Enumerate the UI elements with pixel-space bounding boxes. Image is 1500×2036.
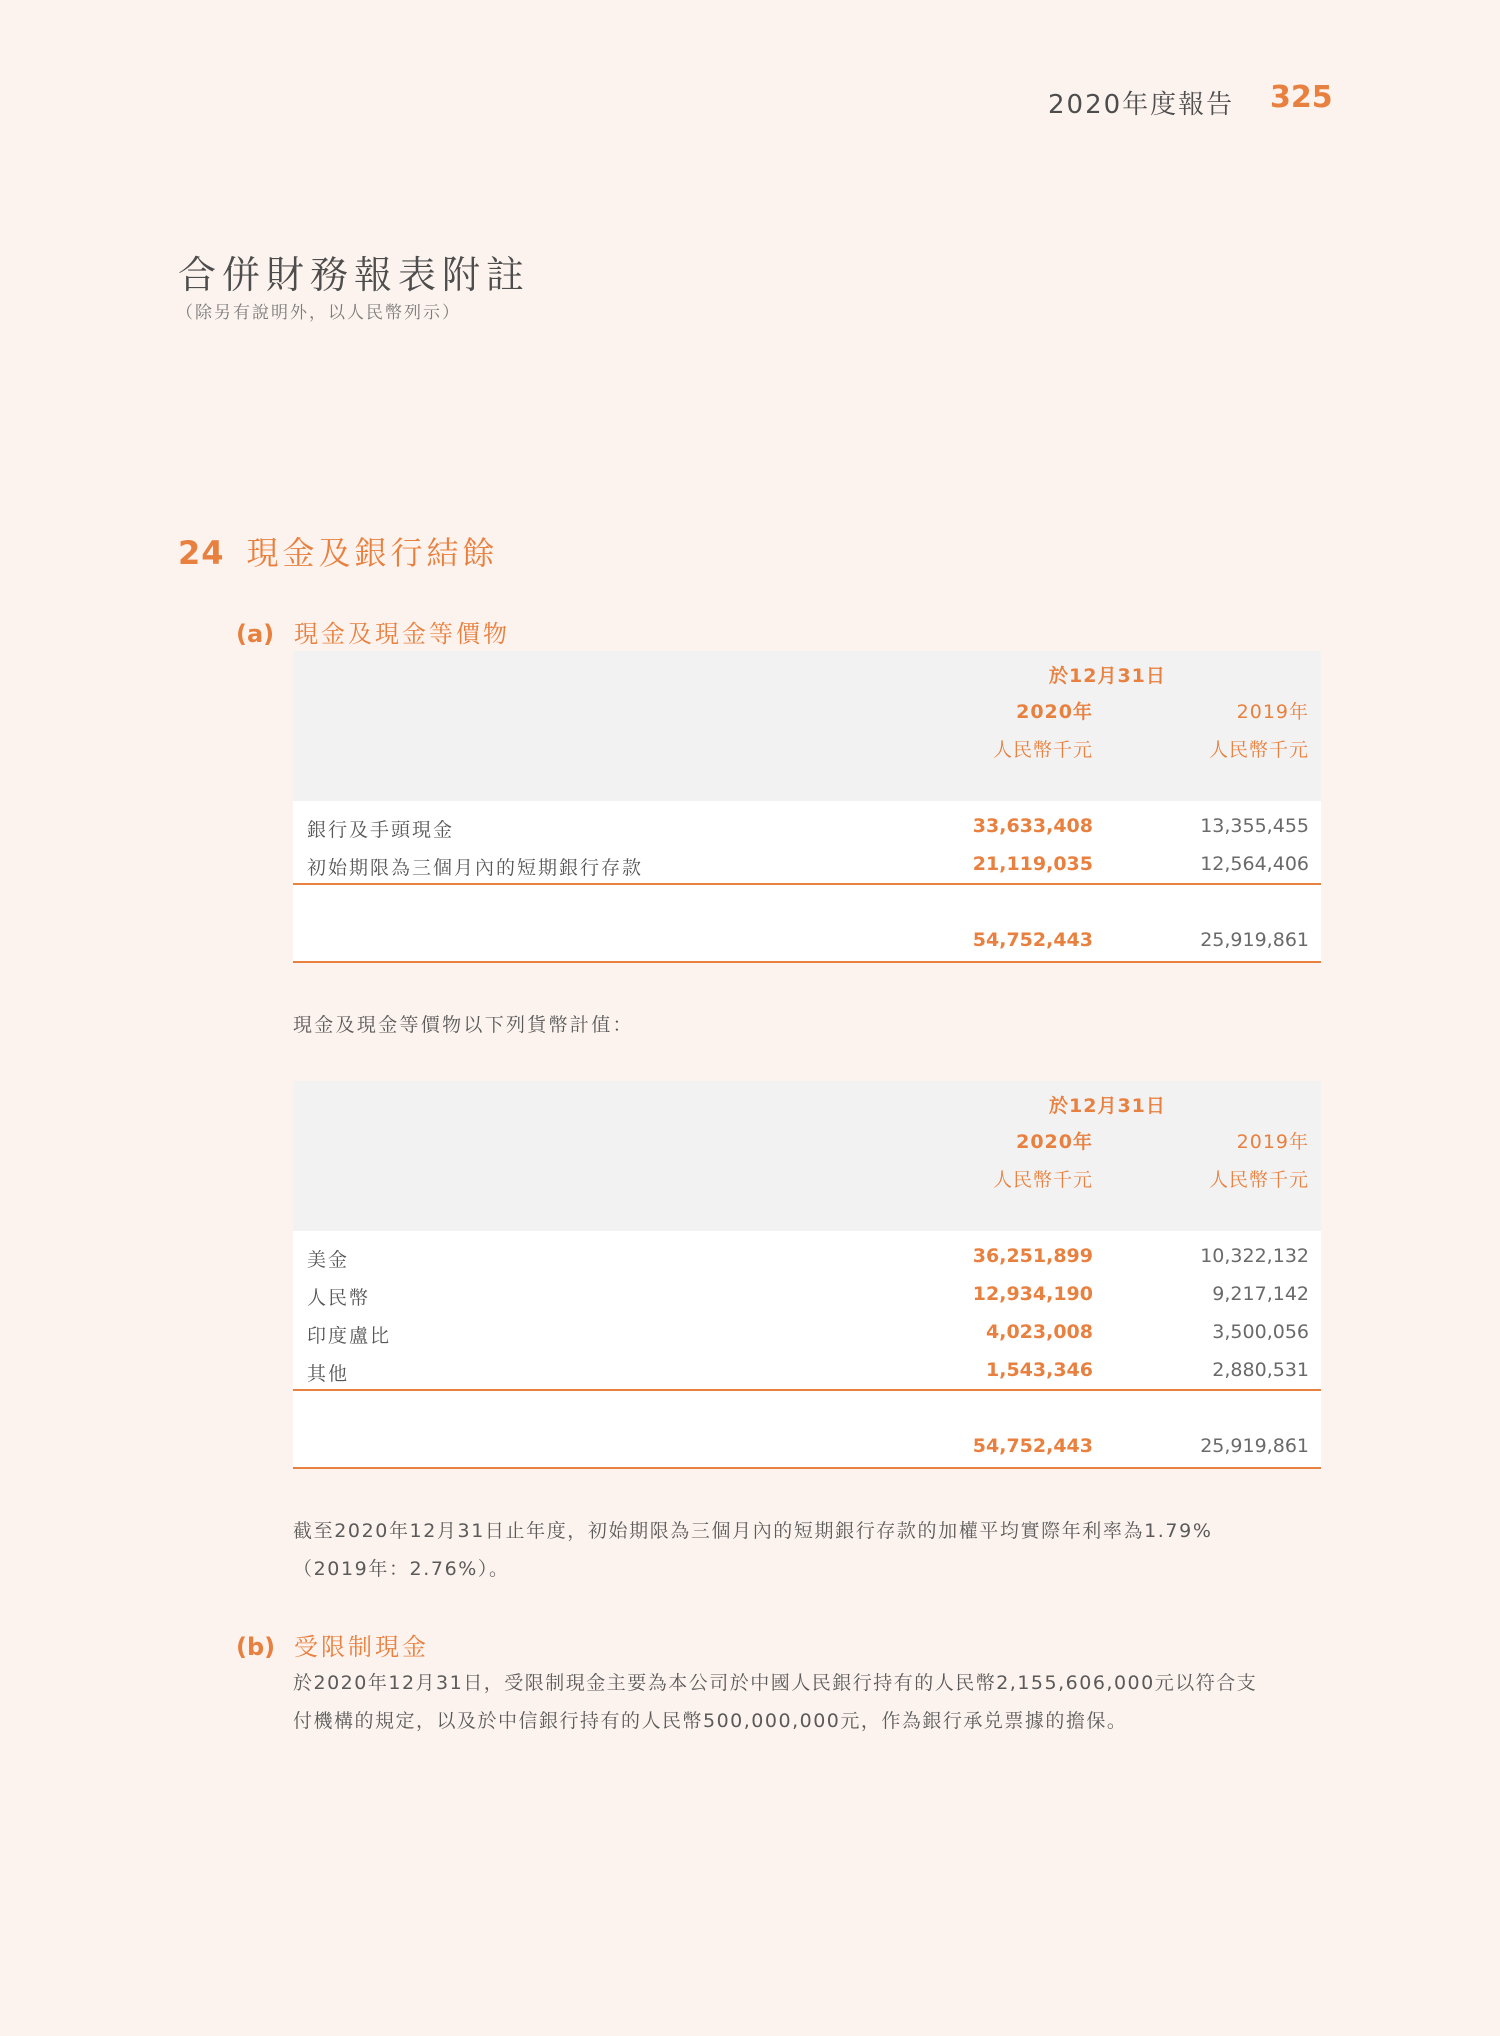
row-value-2020: 1,543,346: [986, 1359, 1093, 1381]
note-line: 付機構的規定，以及於中信銀行持有的人民幣500,000,000元，作為銀行承兑票據的擔保。: [293, 1710, 1128, 1732]
total-value-2019: 25,919,861: [1200, 1435, 1309, 1457]
table-row: [293, 1275, 1321, 1313]
document-subtitle: （除另有說明外，以人民幣列示）: [176, 303, 461, 323]
cash-equivalents-table: [293, 651, 1321, 963]
row-label: 人民幣: [307, 1287, 371, 1309]
table-row: [293, 1237, 1321, 1275]
header-year-2020: 2020年: [1016, 701, 1093, 723]
report-title: 2020年度報告: [1048, 90, 1235, 120]
header-unit-2020: 人民幣千元: [992, 1169, 1093, 1191]
restricted-cash-note: [293, 1664, 1323, 1740]
subsection-b-title: 受限制現金: [294, 1633, 429, 1661]
row-label: 其他: [307, 1363, 350, 1385]
currency-table: [293, 1081, 1321, 1469]
row-value-2019: 10,322,132: [1200, 1245, 1309, 1267]
subsection-a-title: 現金及現金等價物: [294, 620, 510, 648]
row-label: 印度盧比: [307, 1325, 392, 1347]
subsection-b-letter: (b): [236, 1633, 276, 1661]
note-line: 於2020年12月31日，受限制現金主要為本公司於中國人民銀行持有的人民幣2,155,606,000元以符合支: [293, 1672, 1258, 1694]
page-number: 325: [1270, 80, 1333, 115]
header-year-2019: 2019年: [1236, 701, 1309, 723]
row-value-2020: 36,251,899: [972, 1245, 1093, 1267]
row-value-2020: 12,934,190: [972, 1283, 1093, 1305]
subsection-a-heading: [236, 614, 510, 649]
row-value-2019: 2,880,531: [1212, 1359, 1309, 1381]
row-value-2019: 9,217,142: [1212, 1283, 1309, 1305]
section-heading: [178, 528, 499, 574]
row-label: 美金: [307, 1249, 350, 1271]
table-row: [293, 1313, 1321, 1351]
header-year-2019: 2019年: [1236, 1131, 1309, 1153]
section-title: 現金及銀行結餘: [246, 534, 499, 572]
row-value-2020: 4,023,008: [986, 1321, 1093, 1343]
table-row: [293, 1351, 1321, 1389]
document-title: 合併財務報表附註: [178, 253, 531, 297]
table-header: [293, 1081, 1321, 1231]
header-unit-2019: 人民幣千元: [1208, 1169, 1309, 1191]
total-value-2020: 54,752,443: [972, 929, 1093, 951]
table-body: [293, 1231, 1321, 1469]
section-number: 24: [178, 534, 225, 572]
subsection-b-heading: [236, 1627, 429, 1662]
table-row: [293, 845, 1321, 883]
total-row: [293, 1391, 1321, 1467]
table-body: [293, 801, 1321, 963]
row-value-2019: 12,564,406: [1200, 853, 1309, 875]
row-value-2019: 3,500,056: [1212, 1321, 1309, 1343]
header-year-2020: 2020年: [1016, 1131, 1093, 1153]
note-line: （2019年：2.76%）。: [293, 1558, 510, 1580]
header-unit-2019: 人民幣千元: [1208, 739, 1309, 761]
header-period: 於12月31日: [1049, 1095, 1166, 1117]
note-line: 截至2020年12月31日止年度，初始期限為三個月內的短期銀行存款的加權平均實際年利率為1.79%: [293, 1520, 1213, 1542]
total-value-2019: 25,919,861: [1200, 929, 1309, 951]
total-rule: [293, 961, 1321, 963]
table-header: [293, 651, 1321, 801]
header-unit-2020: 人民幣千元: [992, 739, 1093, 761]
currency-intro: 現金及現金等價物以下列貨幣計值：: [293, 1014, 634, 1036]
total-value-2020: 54,752,443: [972, 1435, 1093, 1457]
row-value-2019: 13,355,455: [1200, 815, 1309, 837]
row-label: 初始期限為三個月內的短期銀行存款: [307, 857, 644, 879]
row-value-2020: 33,633,408: [972, 815, 1093, 837]
total-rule: [293, 1467, 1321, 1469]
row-label: 銀行及手頭現金: [307, 819, 455, 841]
total-row: [293, 885, 1321, 961]
table-row: [293, 807, 1321, 845]
header-period: 於12月31日: [1049, 665, 1166, 687]
row-value-2020: 21,119,035: [972, 853, 1093, 875]
interest-rate-note: [293, 1512, 1323, 1588]
subsection-a-letter: (a): [236, 620, 275, 648]
